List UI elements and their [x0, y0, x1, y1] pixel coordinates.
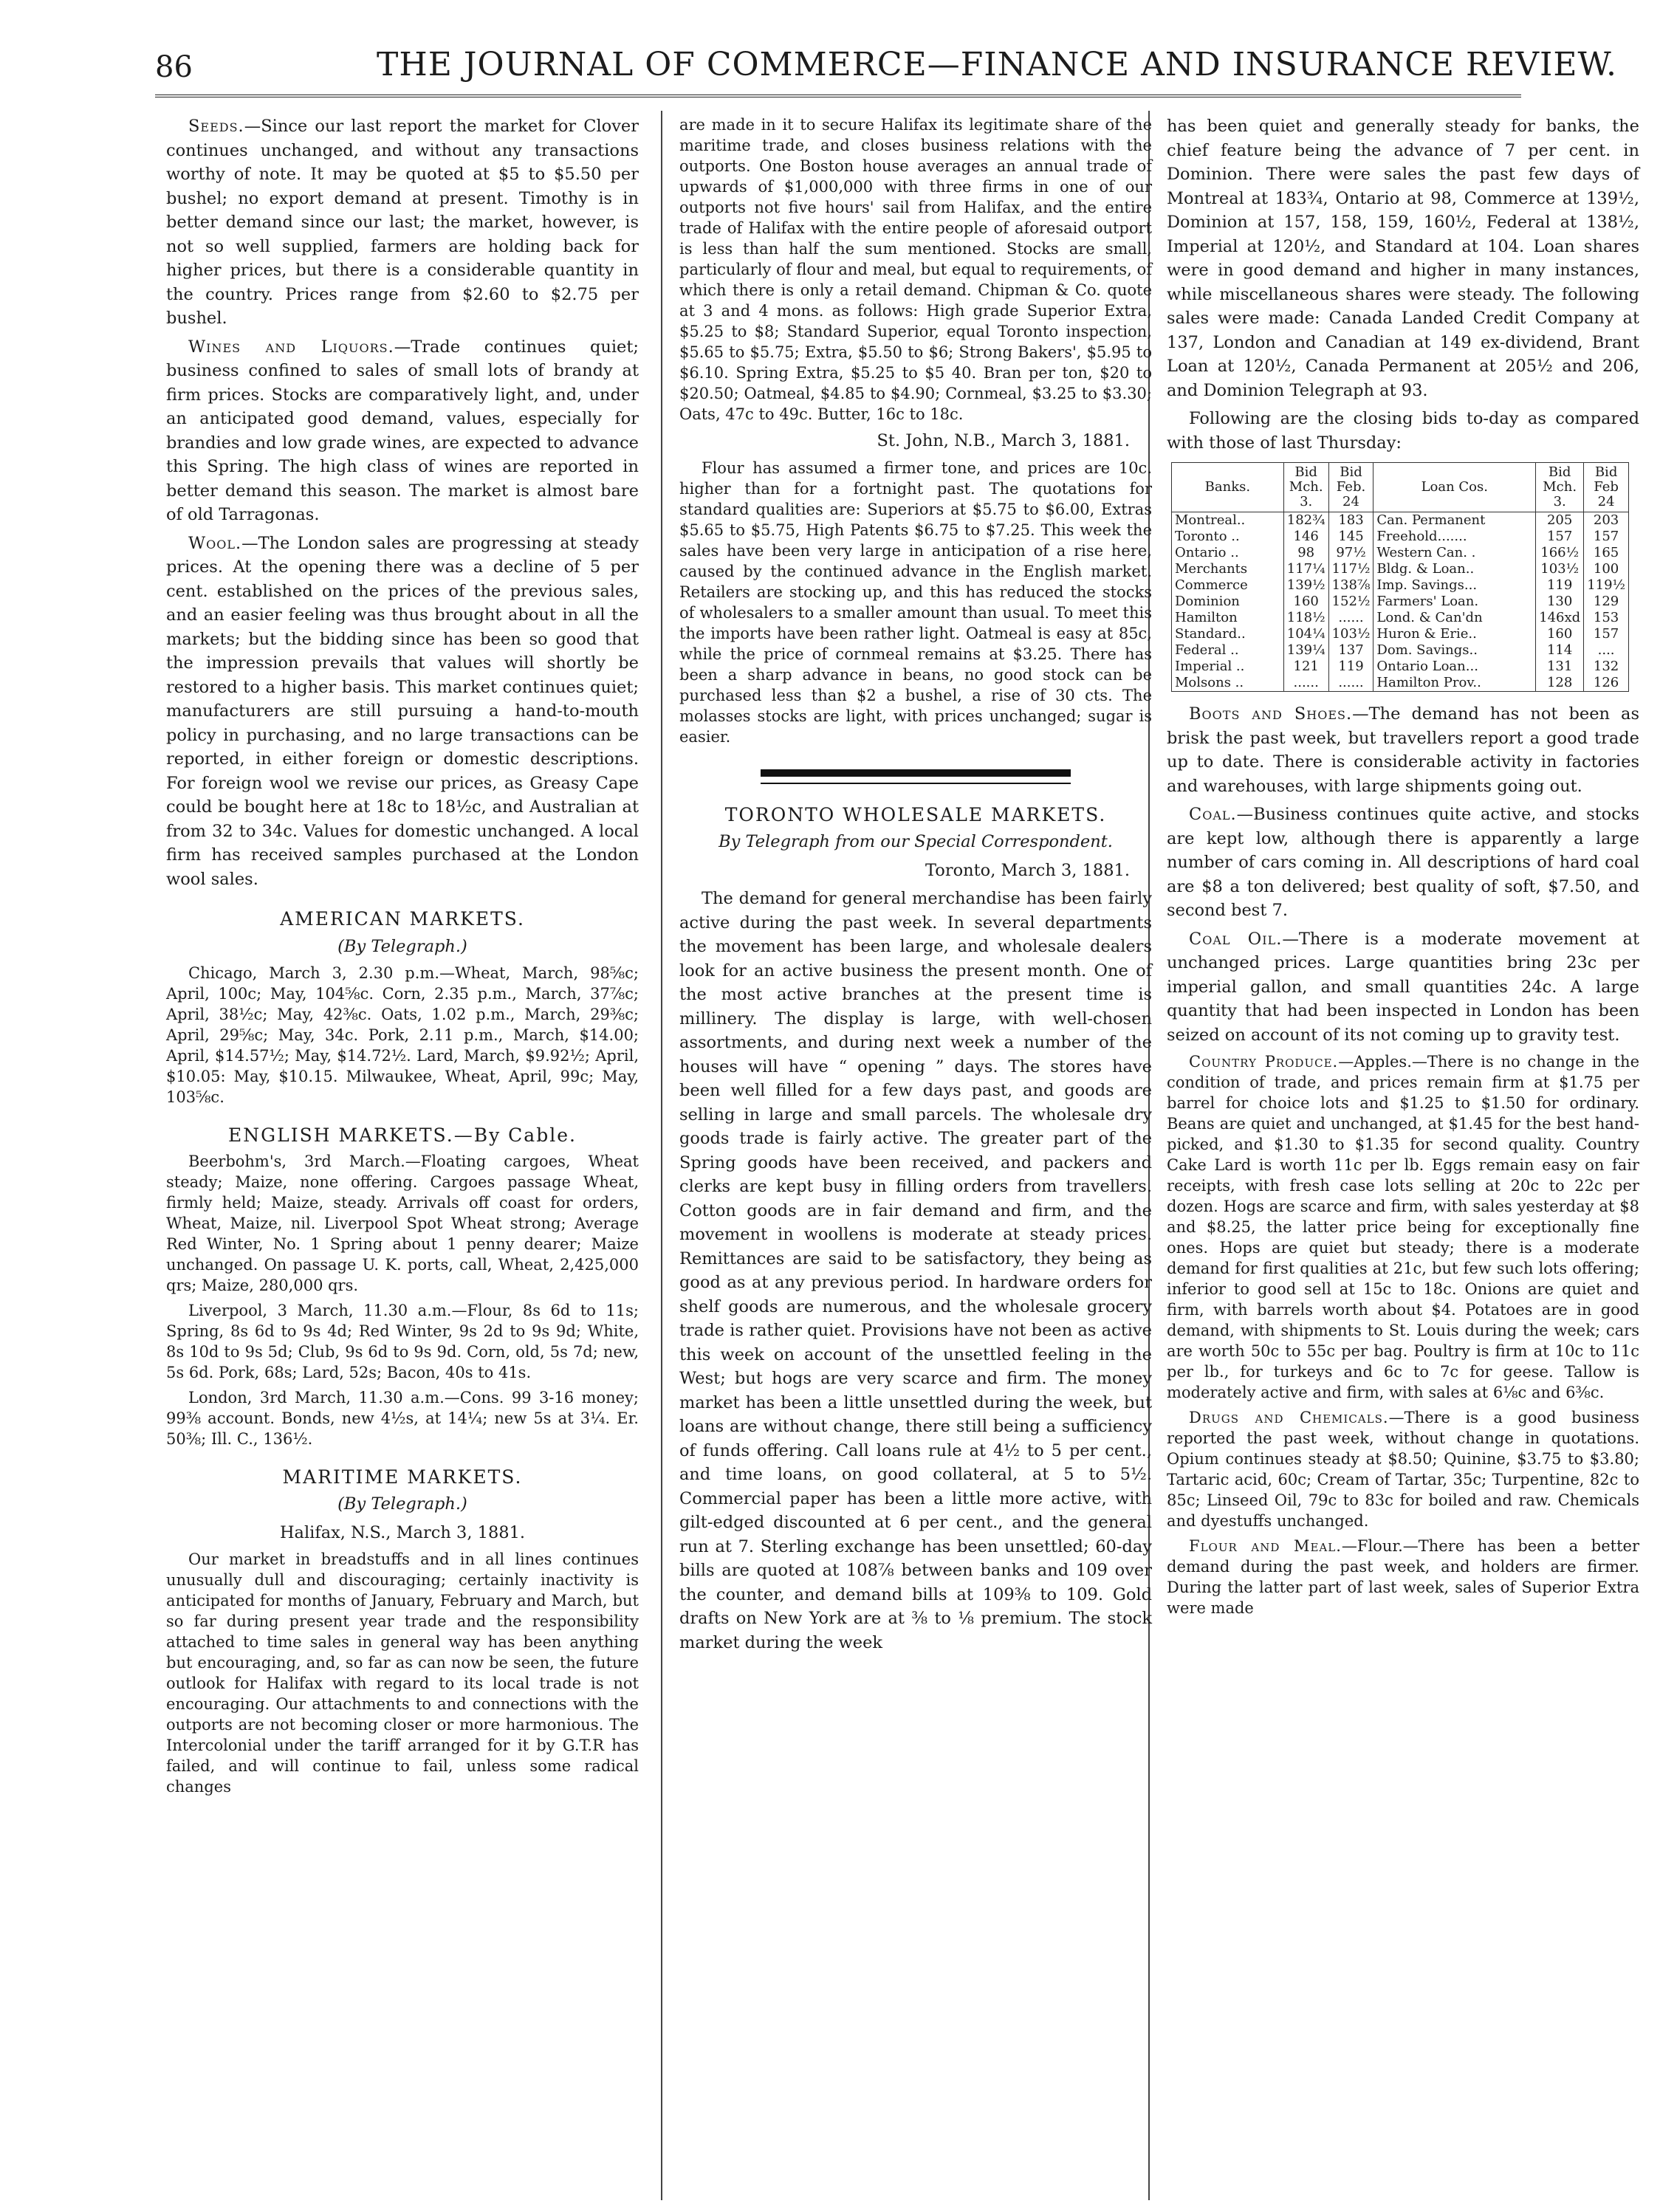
table-header-cell: Banks. [1172, 463, 1284, 512]
table-cell: 157 [1584, 529, 1629, 545]
column-1 [166, 114, 639, 1801]
table-cell: 103½ [1328, 626, 1374, 642]
stjohn-text: Flour has assumed a firmer tone, and prices are 10c. higher than for a fortnight past. The quotations for standard qualities are: Superiors at $5.75 to $6.00, Extras $5.65 to $5.75, High Patents $6.75 to $7.25. This week the sales have been very large in anticipation of a rise here, caused by the continued advance in the English market. Retailers are stocking up, and this has reduced the stocks of wholesalers to a smaller amount than usual. To meet this the imports have been rather light. Oatmeal is easy at 85c, while the price of cornmeal remains at $3.25. There has been a sharp advance in beans, no good stock can be purchased less than $2 a bushel, a rise of 30 cts. The molasses stocks are light, with prices unchanged; sugar is easier. [679, 458, 1152, 746]
coal-oil-paragraph [1167, 927, 1639, 1048]
table-cell: 103½ [1536, 561, 1584, 577]
table-cell: 100 [1584, 561, 1629, 577]
table-cell: Imperial .. [1172, 659, 1284, 675]
column-divider [661, 111, 662, 2200]
english-markets-p3: London, 3rd March, 11.30 a.m.—Cons. 99 3-16 money; 99⅜ account. Bonds, new 4½s, at 14¼; new 5s at 3¼. Er. 50⅜; Ill. C., 136½. [166, 1388, 639, 1448]
table-cell: 165 [1584, 545, 1629, 561]
table-row [1172, 577, 1629, 594]
table-cell: 119½ [1584, 577, 1629, 594]
table-cell: ...... [1328, 675, 1374, 692]
table-row [1172, 659, 1629, 675]
table-cell: 129 [1584, 594, 1629, 610]
journal-title: THE JOURNAL OF COMMERCE—FINANCE AND INSURANCE REVIEW. [377, 46, 1618, 83]
table-cell: Standard.. [1172, 626, 1284, 642]
toronto-text: The demand for general merchandise has been fairly active during the past week. In several departments the movement has been large, and wholesale dealers look for an active business the present month. One of the most active branches at the present time is millinery. The display is large, with well-chosen assortments, and during next week a number of the houses will have “ opening ” days. The stores have been well filled for a few days past, and goods are selling in large and small parcels. The wholesale dry goods trade is fairly active. The greater part of the Spring goods have been received, and packers and clerks are kept busy in filling orders from travellers. Cotton goods are in fair demand and firm, and the movement in woollens is moderate at steady prices. Remittances are said to be satisfactory, they being as good as at any previous period. In hardware orders for shelf goods are numerous, and the wholesale grocery trade is rather quiet. Provisions have not been as active this week on account of the unsettled feeling in the West; but hogs are very scarce and firm. The money market has been a little unsettled during the week, but loans are without change, there still being a sufficiency of funds offering. Call loans rule at 4½ to 5 per cent., and time loans, on good collateral, at 5 to 5½. Commercial paper has been a little more active, with gilt-edged discounted at 6 per cent., and the general run at 7. Sterling exchange has been unsettled; 60-day bills are quoted at 108⅞ between banks and 109 over the counter, and demand bills at 109⅜ to 109. Gold drafts on New York are at ⅜ to ⅛ premium. The stock market during the week [679, 889, 1152, 1652]
table-cell: 119 [1328, 659, 1374, 675]
table-cell: 203 [1584, 512, 1629, 529]
table-header-cell: Bid Feb. 24 [1328, 463, 1374, 512]
table-cell: 160 [1283, 594, 1328, 610]
stock-market-continued: has been quiet and generally steady for banks, the chief feature being the advance of 7 per cent. in Dominion. There were sales the past few days of Montreal at 183¾, Ontario at 98, Commerce at 139½, Dominion at 157, 158, 159, 160½, Federal at 138½, Imperial at 120½, and Standard at 104. Loan shares were in good demand and higher in many instances, while miscellaneous shares were steady. The following sales were made: Canada Landed Credit Company at 137, London and Canadian at 149 ex-dividend, Brant Loan at 120½, Canada Permanent at 205½ and 206, and Dominion Telegraph at 93. [1167, 117, 1639, 400]
table-cell: 119 [1536, 577, 1584, 594]
table-row [1172, 594, 1629, 610]
table-cell: 126 [1584, 675, 1629, 692]
table-row [1172, 545, 1629, 561]
american-markets-subtitle: (By Telegraph.) [337, 936, 467, 956]
column-3 [1167, 114, 1639, 1623]
wool-paragraph [166, 532, 639, 892]
table-cell: Montreal.. [1172, 512, 1284, 529]
table-cell: 130 [1536, 594, 1584, 610]
stjohn-dateline: St. John, N.B., March 3, 1881. [877, 431, 1130, 450]
table-row [1172, 529, 1629, 545]
table-cell: 128 [1536, 675, 1584, 692]
seeds-paragraph [166, 114, 639, 331]
table-cell: Farmers' Loan. [1374, 594, 1536, 610]
table-header-cell: Loan Cos. [1374, 463, 1536, 512]
table-cell: 97½ [1328, 545, 1374, 561]
table-cell: Ontario .. [1172, 545, 1284, 561]
table-cell: 153 [1584, 610, 1629, 626]
page-number: 86 [155, 50, 193, 84]
table-cell: Molsons .. [1172, 675, 1284, 692]
table-cell: 182¾ [1283, 512, 1328, 529]
table-cell: Hamilton Prov.. [1374, 675, 1536, 692]
flour-text: —Flour.—There has been a better demand during the past week, and holders are firmer. During the latter part of last week, sales of Superior Extra were made [1167, 1537, 1639, 1617]
table-cell: 146 [1283, 529, 1328, 545]
table-cell: 121 [1283, 659, 1328, 675]
seeds-heading: Seeds. [188, 117, 244, 136]
coal-oil-heading: Coal Oil. [1189, 929, 1283, 949]
table-cell: Freehold....... [1374, 529, 1536, 545]
table-cell: Toronto .. [1172, 529, 1284, 545]
flour-heading: Flour and Meal. [1189, 1537, 1342, 1555]
seeds-text: —Since our last report the market for Clover continues unchanged, and without any transactions worthy of note. It may be quoted at $5 to $5.50 per bushel; no export demand at present. Timothy is in better demand since our last; the market, however, is not so well supplied, farmers are holding back for higher prices, but there is a considerable quantity in the country. Prices range from $2.60 to $2.75 per bushel. [166, 117, 639, 328]
produce-heading: Country Produce. [1189, 1053, 1339, 1071]
boots-paragraph [1167, 702, 1639, 798]
table-row [1172, 626, 1629, 642]
table-cell: 132 [1584, 659, 1629, 675]
maritime-markets-subtitle: (By Telegraph.) [337, 1494, 467, 1514]
drugs-heading: Drugs and Chemicals. [1189, 1409, 1389, 1426]
section-rule-thin [761, 783, 1071, 784]
table-cell: 104¼ [1283, 626, 1328, 642]
wines-text: —Trade continues quiet; business confined to sales of small lots of brandy at firm prices. Stocks are comparatively light, and, under an anticipated good demand, values, especially for brandies and low grade wines, are expected to advance this Spring. The high class of wines are reported in better demand this season. The market is almost bare of old Tarragonas. [166, 337, 639, 524]
table-cell: Commerce [1172, 577, 1284, 594]
header-rule [155, 95, 1521, 97]
coal-paragraph [1167, 803, 1639, 923]
table-cell: Lond. & Can'dn [1374, 610, 1536, 626]
maritime-text: Our market in breadstuffs and in all lines continues unusually dull and discouraging; certainly inactivity is anticipated for months of January, February and March, but so far during present year trade and the responsibility attached to time sales in general way has been anything but encouraging, and, so far as can now be seen, the future outlook for Halifax with regard to its local trade is not encouraging. Our attachments to and connections with the outports are not becoming closer or more harmonious. The Intercolonial under the tariff arranged for it by G.T.R has failed, and will continue to fail, unless some radical changes [166, 1550, 639, 1796]
wines-heading: Wines and Liquors. [188, 337, 394, 357]
maritime-dateline: Halifax, N.S., March 3, 1881. [279, 1522, 526, 1542]
table-cell: .... [1584, 642, 1629, 659]
boots-text: —The demand has not been as brisk the past week, but travellers report a good trade up to date. There is considerable activity in factories and warehouses, with large shipments going out. [1167, 704, 1640, 796]
table-row [1172, 642, 1629, 659]
american-markets-text: Chicago, March 3, 2.30 p.m.—Wheat, March, 98⅝c; April, 100c; May, 104⅝c. Corn, 2.35 p.m., March, 37⅞c; April, 38½c; May, 42⅜c. Oats, 1.02 p.m., March, 29⅜c; April, 29⅝c; May, 34c. Pork, 2.11 p.m., March, $14.00; April, $14.57½; May, $14.72½. Lard, March, $9.92½; April, $10.05: May, $10.15. Milwaukee, Wheat, April, 99c; May, 103⅝c. [166, 964, 639, 1106]
maritime-markets-title: MARITIME MARKETS. [282, 1466, 523, 1488]
table-cell: 205 [1536, 512, 1584, 529]
english-markets-p2: Liverpool, 3 March, 11.30 a.m.—Flour, 8s 6d to 11s; Spring, 8s 6d to 9s 4d; Red Winter, 9s 2d to 9s 9d; White, 8s 10d to 9s 5d; Club, 9s 6d to 9s 9d. Corn, old, 5s 7d; new, 5s 6d. Pork, 68s; Lard, 52s; Bacon, 40s to 41s. [166, 1301, 639, 1381]
table-cell: 157 [1584, 626, 1629, 642]
coal-heading: Coal. [1189, 805, 1237, 824]
table-cell: Western Can. . [1374, 545, 1536, 561]
halifax-continued: are made in it to secure Halifax its legitimate share of the maritime trade, and closes business relations with the outports. One Boston house averages an annual trade of upwards of $1,000,000 with three firms in one of our outports not five hours' sail from Halifax, and the entire trade of Halifax with the entire people of aforesaid outport is less than half the sum mentioned. Stocks are small, particularly of flour and meal, but equal to requirements, of which there is only a retail demand. Chipman & Co. quote at 3 and 4 mons. as follows: High grade Superior Extra, $5.25 to $8; Standard Superior, equal Toronto inspection, $5.65 to $5.75; Extra, $5.50 to $6; Strong Bakers', $5.95 to $6.10. Spring Extra, $5.25 to $5 40. Bran per ton, $20 to $20.50; Oatmeal, $4.85 to $4.90; Cornmeal, $3.25 to $3.30; Oats, 47c to 49c. Butter, 16c to 18c. [679, 116, 1152, 423]
table-cell: Can. Permanent [1374, 512, 1536, 529]
table-cell: Federal .. [1172, 642, 1284, 659]
table-cell: Hamilton [1172, 610, 1284, 626]
table-header-cell: Bid Mch. 3. [1283, 463, 1328, 512]
produce-text: —Apples.—There is no change in the condition of trade, and prices remain firm at $1.75 per barrel for choice lots and $1.25 to $1.50 for ordinary. Beans are quiet and unchanged, at $1.45 for the best hand-picked, and $1.30 to $1.35 for second quality. Country Cake Lard is worth 11c per lb. Eggs remain easy on fair receipts, with fresh case lots selling at 20c to 22c per dozen. Hogs are scarce and firm, with sales yesterday at $8 and $8.25, the latter price being for exceptionally fine ones. Hops are quiet but steady; there is a moderate demand for first qualities at 21c, but few such lots offering; inferior to good sell at 15c to 18c. Onions are quiet and firm, with barrels worth about $4. Potatoes are in good demand, with shipments to St. Louis during the week; cars are worth 50c to 55c per bag. Poultry is firm at 10c to 11c per lb., for turkeys and 6c to 7c for geese. Tallow is moderately active and firm, with sales at 6⅛c and 6⅜c. [1167, 1053, 1639, 1401]
drugs-text: —There is a good business reported the past week, without change in quotations. Opium continues steady at $8.50; Quinine, $3.75 to $3.80; Tartaric acid, 60c; Cream of Tartar, 35c; Turpentine, 82c to 85c; Linseed Oil, 79c to 83c for boiled and raw. Chemicals and dyestuffs unchanged. [1167, 1409, 1639, 1530]
table-row [1172, 512, 1629, 529]
table-cell: 160 [1536, 626, 1584, 642]
table-cell: ...... [1283, 675, 1328, 692]
table-cell: Huron & Erie.. [1374, 626, 1536, 642]
table-cell: Ontario Loan... [1374, 659, 1536, 675]
table-cell: 114 [1536, 642, 1584, 659]
table-row [1172, 675, 1629, 692]
toronto-markets-title: TORONTO WHOLESALE MARKETS. [724, 803, 1107, 825]
table-cell: 183 [1328, 512, 1374, 529]
table-cell: 139½ [1283, 577, 1328, 594]
table-cell: 137 [1328, 642, 1374, 659]
table-row [1172, 561, 1629, 577]
table-cell: 139¼ [1283, 642, 1328, 659]
boots-heading: Boots and Shoes. [1189, 704, 1353, 724]
table-cell: 138⅞ [1328, 577, 1374, 594]
table-header-row [1172, 463, 1629, 512]
table-cell: 117½ [1328, 561, 1374, 577]
table-cell: 98 [1283, 545, 1328, 561]
table-cell: 166½ [1536, 545, 1584, 561]
drugs-paragraph [1167, 1407, 1639, 1531]
wines-paragraph [166, 335, 639, 527]
table-header-cell: Bid Feb 24 [1584, 463, 1629, 512]
toronto-dateline: Toronto, March 3, 1881. [925, 860, 1130, 880]
table-row [1172, 610, 1629, 626]
table-cell: 157 [1536, 529, 1584, 545]
flour-paragraph [1167, 1536, 1639, 1618]
table-cell: Merchants [1172, 561, 1284, 577]
bids-intro: Following are the closing bids to-day as compared with those of last Thursday: [1167, 409, 1639, 453]
table-cell: 145 [1328, 529, 1374, 545]
section-rule-thick [761, 769, 1071, 777]
closing-bids-table [1171, 462, 1629, 692]
table-cell: Dom. Savings.. [1374, 642, 1536, 659]
table-cell: 118½ [1283, 610, 1328, 626]
table-header-cell: Bid Mch. 3. [1536, 463, 1584, 512]
table-cell: ...... [1328, 610, 1374, 626]
table-cell: 152½ [1328, 594, 1374, 610]
table-cell: Bldg. & Loan.. [1374, 561, 1536, 577]
coal-oil-text: —There is a moderate movement at unchanged prices. Large quantities bring 23c per imperial gallon, and small quantities 24c. A large quantity that had been inspected in London has been seized on account of its not coming up to gravity test. [1167, 929, 1639, 1045]
wool-text: —The London sales are progressing at steady prices. At the opening there was a decline of 5 per cent. established on the prices of the previous sales, and an easier feeling was thus brought about in all the markets; but the bidding since has been so good that the impression prevails that values will shortly be restored to a higher basis. This market continues quiet; manufacturers are still pursuing a hand-to-mouth policy in purchasing, and no large transactions can be reported, in either foreign or domestic descriptions. For foreign wool we revise our prices, as Greasy Cape could be bought here at 18c to 18½c, and Australian at from 32 to 34c. Values for domestic unchanged. A local firm has received samples purchased at the London wool sales. [166, 533, 639, 889]
english-markets-title: ENGLISH MARKETS.—By Cable. [228, 1124, 577, 1146]
column-2 [679, 114, 1152, 1659]
table-cell: 131 [1536, 659, 1584, 675]
table-cell: 117¼ [1283, 561, 1328, 577]
wool-heading: Wool. [188, 533, 242, 553]
english-markets-p1: Beerbohm's, 3rd March.—Floating cargoes, Wheat steady; Maize, none offering. Cargoes passage Wheat, firmly held; Maize, steady. Arrivals off coast for orders, Wheat, Maize, nil. Liverpool Spot Wheat strong; Average Red Winter, No. 1 Spring about 1 penny dearer; Maize unchanged. On passage U. K. ports, call, Wheat, 2,425,000 qrs; Maize, 280,000 qrs. [166, 1152, 639, 1294]
table-cell: 146xd [1536, 610, 1584, 626]
american-markets-title: AMERICAN MARKETS. [280, 908, 525, 930]
table-cell: Dominion [1172, 594, 1284, 610]
coal-text: —Business continues quite active, and stocks are kept low, although there is apparently a large number of cars coming in. All descriptions of hard coal are $8 a ton delivered; best quality of soft, $7.50, and second best 7. [1167, 805, 1639, 920]
produce-paragraph [1167, 1051, 1639, 1403]
page-header [155, 46, 1618, 90]
toronto-markets-subtitle: By Telegraph from our Special Correspondent. [719, 832, 1113, 851]
table-cell: Imp. Savings... [1374, 577, 1536, 594]
